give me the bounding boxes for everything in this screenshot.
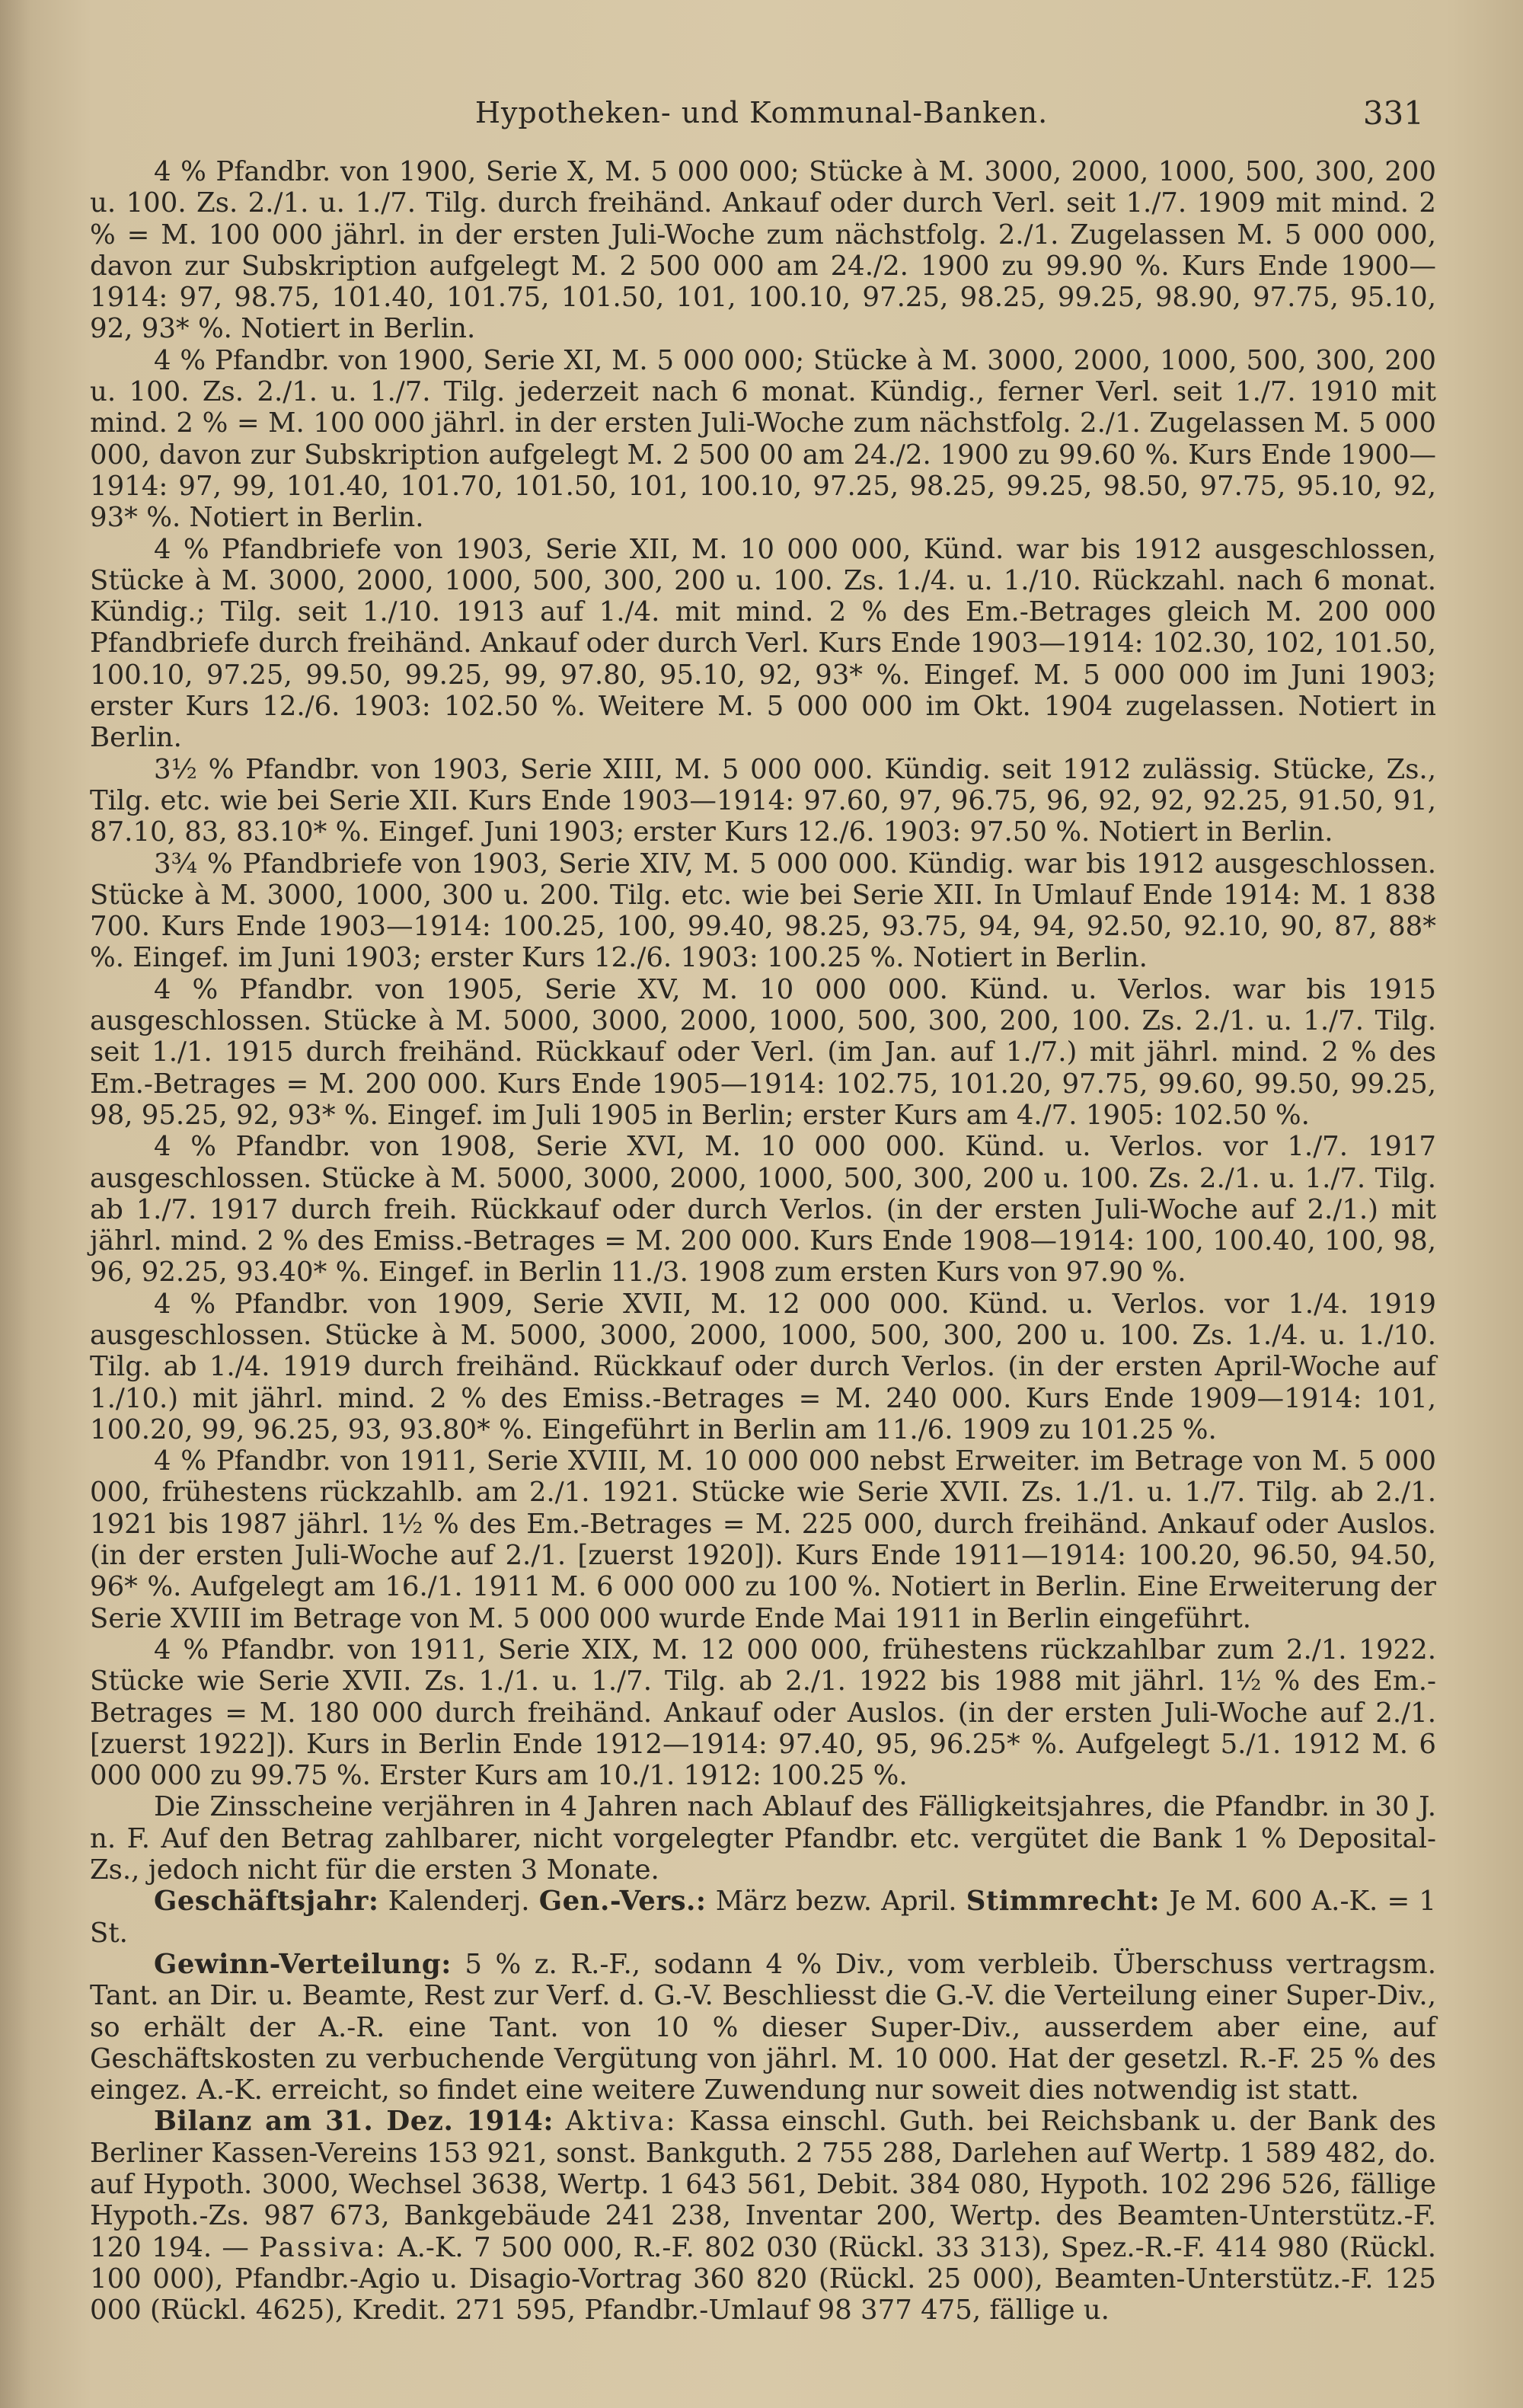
paragraph-bilanz	[90, 2106, 1436, 2326]
passiva-text: A.-K. 7 500 000, R.-F. 802 030 (Rückl. 33 313), Spez.-R.-F. 414 980 (Rückl. 100 000), Pfandbr.-Agio u. Disagio-Vortrag 360 820 (Rückl. 25 000), Beamten-Unterstütz.-F. 125 000 (Rückl. 4625), Kredit. 271 595, Pfandbr.-Umlauf 98 377 475, fällige u.	[90, 2231, 1436, 2327]
passiva-label: Passiva:	[259, 2231, 388, 2263]
gewinn-verteilung-label: Gewinn-Verteilung:	[154, 1948, 452, 1980]
page-number: 331	[1362, 94, 1424, 132]
gewinn-verteilung-text: 5 % z. R.-F., sodann 4 % Div., vom verbleib. Überschuss vertragsm. Tant. an Dir. u. Beamte, Rest zur Verf. d. G.-V. Beschliesst die G.-V. die Verteilung einer Super-Div., so erhält der A.-R. eine Tant. von 10 % dieser Super-Div., ausserdem aber eine, auf Geschäftskosten zu verbuchende Vergütung von jährl. M. 10 000. Hat der gesetzl. R.-F. 25 % des eingez. A.-K. erreicht, so findet eine weitere Zuwendung nur soweit dies notwendig ist statt.	[90, 1948, 1436, 2106]
paragraph-serie-xix: 4 % Pfandbr. von 1911, Serie XIX, M. 12 000 000, frühestens rückzahlbar zum 2./1. 1922. Stücke wie Serie XVII. Zs. 1./1. u. 1./7. Tilg. ab 2./1. 1922 bis 1988 mit jährl. 1½ % des Em.-Betrages = M. 180 000 durch freihänd. Ankauf oder Auslos. (in der ersten Juli-Woche auf 2./1. [zuerst 1922]). Kurs in Berlin Ende 1912—1914: 97.40, 95, 96.25* %. Aufgelegt 5./1. 1912 M. 6 000 000 zu 99.75 %. Erster Kurs am 10./1. 1912: 100.25 %.	[90, 1634, 1436, 1792]
paragraph-serie-xi: 4 % Pfandbr. von 1900, Serie XI, M. 5 000 000; Stücke à M. 3000, 2000, 1000, 500, 300, 200 u. 100. Zs. 2./1. u. 1./7. Tilg. jederzeit nach 6 monat. Kündig., ferner Verl. seit 1./7. 1910 mit mind. 2 % = M. 100 000 jährl. in der ersten Juli-Woche zum nächstfolg. 2./1. Zugelassen M. 5 000 000, davon zur Subskription aufgelegt M. 2 500 00 am 24./2. 1900 zu 99.60 %. Kurs Ende 1900—1914: 97, 99, 101.40, 101.70, 101.50, 101, 100.10, 97.25, 98.25, 99.25, 98.50, 97.75, 95.10, 92, 93* %. Notiert in Berlin.	[90, 344, 1436, 534]
running-title: Hypotheken- und Kommunal-Banken.	[474, 96, 1049, 129]
gen-vers-text: März bezw. April.	[715, 1886, 957, 1918]
paragraph-serie-x: 4 % Pfandbr. von 1900, Serie X, M. 5 000 000; Stücke à M. 3000, 2000, 1000, 500, 300, 200 u. 100. Zs. 2./1. u. 1./7. Tilg. durch freihänd. Ankauf oder durch Verl. seit 1./7. 1909 mit mind. 2 % = M. 100 000 jährl. in der ersten Juli-Woche zum nächstfolg. 2./1. Zugelassen M. 5 000 000, davon zur Subskription aufgelegt M. 2 500 000 am 24./2. 1900 zu 99.90 %. Kurs Ende 1900—1914: 97, 98.75, 101.40, 101.75, 101.50, 101, 100.10, 97.25, 98.25, 99.25, 98.90, 97.75, 95.10, 92, 93* %. Notiert in Berlin.	[90, 156, 1436, 345]
paragraph-serie-xiii: 3½ % Pfandbr. von 1903, Serie XIII, M. 5 000 000. Kündig. seit 1912 zulässig. Stücke, Zs., Tilg. etc. wie bei Serie XII. Kurs Ende 1903—1914: 97.60, 97, 96.75, 96, 92, 92, 92.25, 91.50, 91, 87.10, 83, 83.10* %. Eingef. Juni 1903; erster Kurs 12./6. 1903: 97.50 %. Notiert in Berlin.	[90, 753, 1436, 848]
geschaeftsjahr-text: Kalenderj.	[388, 1886, 530, 1918]
page-header	[99, 90, 1424, 143]
paragraph-serie-xviii: 4 % Pfandbr. von 1911, Serie XVIII, M. 10 000 000 nebst Erweiter. im Betrage von M. 5 000 000, frühestens rückzahlb. am 2./1. 1921. Stücke wie Serie XVII. Zs. 1./1. u. 1./7. Tilg. ab 2./1. 1921 bis 1987 jährl. 1½ % des Em.-Betrages = M. 225 000, durch freihänd. Ankauf oder Auslos. (in der ersten Juli-Woche auf 2./1. [zuerst 1920]). Kurs Ende 1911—1914: 100.20, 96.50, 94.50, 96* %. Aufgelegt am 16./1. 1911 M. 6 000 000 zu 100 %. Notiert in Berlin. Eine Erweiterung der Serie XVIII im Betrage von M. 5 000 000 wurde Ende Mai 1911 in Berlin eingeführt.	[90, 1445, 1436, 1634]
gen-vers-label: Gen.-Vers.:	[538, 1886, 707, 1918]
aktiva-text: Kassa einschl. Guth. bei Reichsbank u. der Bank des Berliner Kassen-Vereins 153 921, sonst. Bankguth. 2 755 288, Darlehen auf Wertp. 1 589 482, do. auf Hypoth. 3000, Wechsel 3638, Wertp. 1 643 561, Debit. 384 080, Hypoth. 102 296 526, fällige Hypoth.-Zs. 987 673, Bankgebäude 241 238, Inventar 200, Wertp. des Beamten-Unterstütz.-F. 120 194. —	[90, 2106, 1436, 2263]
paragraph-serie-xvi: 4 % Pfandbr. von 1908, Serie XVI, M. 10 000 000. Künd. u. Verlos. vor 1./7. 1917 ausgeschlossen. Stücke à M. 5000, 3000, 2000, 1000, 500, 300, 200 u. 100. Zs. 2./1. u. 1./7. Tilg. ab 1./7. 1917 durch freih. Rückkauf oder durch Verlos. (in der ersten Juli-Woche auf 2./1.) mit jährl. mind. 2 % des Emiss.-Betrages = M. 200 000. Kurs Ende 1908—1914: 100, 100.40, 100, 98, 96, 92.25, 93.40* %. Eingef. in Berlin 11./3. 1908 zum ersten Kurs von 97.90 %.	[90, 1131, 1436, 1289]
paragraph-serie-xii: 4 % Pfandbriefe von 1903, Serie XII, M. 10 000 000, Künd. war bis 1912 ausgeschlossen, Stücke à M. 3000, 2000, 1000, 500, 300, 200 u. 100. Zs. 1./4. u. 1./10. Rückzahl. nach 6 monat. Kündig.; Tilg. seit 1./10. 1913 auf 1./4. mit mind. 2 % des Em.-Betrages gleich M. 200 000 Pfandbriefe durch freihänd. Ankauf oder durch Verl. Kurs Ende 1903—1914: 102.30, 102, 101.50, 100.10, 97.25, 99.50, 99.25, 99, 97.80, 95.10, 92, 93* %. Eingef. M. 5 000 000 im Juni 1903; erster Kurs 12./6. 1903: 102.50 %. Weitere M. 5 000 000 im Okt. 1904 zugelassen. Notiert in Berlin.	[90, 533, 1436, 754]
paragraph-serie-xvii: 4 % Pfandbr. von 1909, Serie XVII, M. 12 000 000. Künd. u. Verlos. vor 1./4. 1919 ausgeschlossen. Stücke à M. 5000, 3000, 2000, 1000, 500, 300, 200 u. 100. Zs. 1./4. u. 1./10. Tilg. ab 1./4. 1919 durch freihänd. Rückkauf oder durch Verlos. (in der ersten April-Woche auf 1./10.) mit jährl. mind. 2 % des Emiss.-Betrages = M. 240 000. Kurs Ende 1909—1914: 101, 100.20, 99, 96.25, 93, 93.80* %. Eingeführt in Berlin am 11./6. 1909 zu 101.25 %.	[90, 1288, 1436, 1445]
aktiva-label: Aktiva:	[565, 2106, 678, 2138]
paragraph-zinsscheine: Die Zinsscheine verjähren in 4 Jahren nach Ablauf des Fälligkeitsjahres, die Pfandbr. in 30 J. n. F. Auf den Betrag zahlbarer, nicht vorgelegter Pfandbr. etc. vergütet die Bank 1 % Deposital-Zs., jedoch nicht für die ersten 3 Monate.	[90, 1791, 1436, 1886]
stimmrecht-text: Je M. 600 A.-K. = 1 St.	[90, 1886, 1436, 1949]
paragraph-serie-xv: 4 % Pfandbr. von 1905, Serie XV, M. 10 000 000. Künd. u. Verlos. war bis 1915 ausgeschlossen. Stücke à M. 5000, 3000, 2000, 1000, 500, 300, 200, 100. Zs. 2./1. u. 1./7. Tilg. seit 1./1. 1915 durch freihänd. Rückkauf oder Verl. (im Jan. auf 1./7.) mit jährl. mind. 2 % des Em.-Betrages = M. 200 000. Kurs Ende 1905—1914: 102.75, 101.20, 97.75, 99.60, 99.50, 99.25, 98, 95.25, 92, 93* %. Eingef. im Juli 1905 in Berlin; erster Kurs am 4./7. 1905: 102.50 %.	[90, 973, 1436, 1131]
bilanz-label: Bilanz am 31. Dez. 1914:	[154, 2106, 554, 2138]
paragraph-serie-xiv: 3¾ % Pfandbriefe von 1903, Serie XIV, M. 5 000 000. Kündig. war bis 1912 ausgeschlossen. Stücke à M. 3000, 1000, 300 u. 200. Tilg. etc. wie bei Serie XII. In Umlauf Ende 1914: M. 1 838 700. Kurs Ende 1903—1914: 100.25, 100, 99.40, 98.25, 93.75, 94, 94, 92.50, 92.10, 90, 87, 88* %. Eingef. im Juni 1903; erster Kurs 12./6. 1903: 100.25 %. Notiert in Berlin.	[90, 848, 1436, 974]
body-text	[90, 156, 1436, 2395]
paragraph-gewinn-verteilung	[90, 1949, 1436, 2106]
paragraph-geschaeftsjahr	[90, 1886, 1436, 1949]
stimmrecht-label: Stimmrecht:	[966, 1886, 1161, 1918]
geschaeftsjahr-label: Geschäftsjahr:	[154, 1886, 379, 1918]
